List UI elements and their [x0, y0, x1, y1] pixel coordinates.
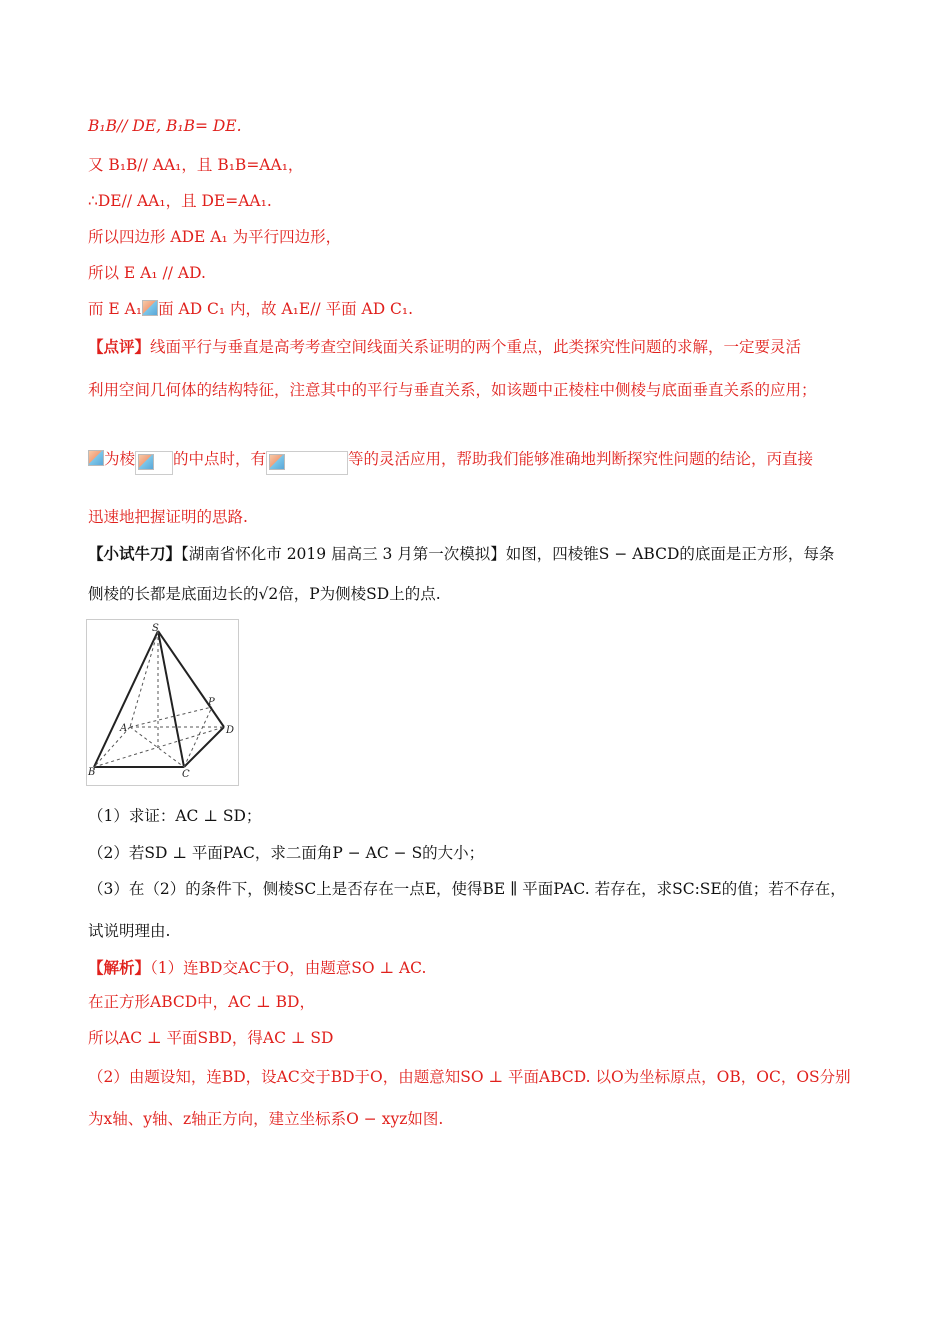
- solution-text: （1）连BD交AC于O，由题意SO ⊥ AC.: [150, 959, 427, 977]
- vertex-label-c: C: [182, 769, 190, 780]
- comment-l3-c: 等的灵活应用，帮助我们能够准确地判断探究性问题的结论，丙直接: [348, 450, 814, 468]
- broken-image-icon: [88, 450, 104, 466]
- broken-image-icon: [138, 454, 154, 470]
- broken-image-icon: [269, 454, 285, 470]
- proof-line-6-start: 而 E A₁: [88, 300, 143, 318]
- question-2: （2）若SD ⊥ 平面PAC，求二面角P − AC − S的大小；: [88, 844, 485, 862]
- comment-line-1: [88, 335, 801, 357]
- solution-line-3: 所以AC ⊥ 平面SBD，得AC ⊥ SD: [88, 1029, 334, 1047]
- solution-line-1: [88, 956, 426, 978]
- vertex-label-p: P: [208, 697, 215, 708]
- question-1: （1）求证：AC ⊥ SD；: [88, 807, 262, 825]
- vertex-label-s: S: [152, 623, 159, 634]
- image-box: [266, 451, 348, 475]
- proof-line-2: 又 B₁B// AA₁，且 B₁B=AA₁，: [88, 156, 304, 174]
- proof-line-4: 所以四边形 ADE A₁ 为平行四边形，: [88, 228, 342, 246]
- exercise-tag: 【小试牛刀】: [88, 544, 182, 563]
- solution-line-4: （2）由题设知，连BD，设AC交于BD于O，由题意知SO ⊥ 平面ABCD. 以O为坐标原点，OB，OC，OS分别: [88, 1068, 851, 1086]
- comment-text: 线面平行与垂直是高考考查空间线面关系证明的两个重点，此类探究性问题的求解，一定要灵活: [150, 338, 802, 356]
- exercise-header: [88, 542, 834, 564]
- proof-line-5: 所以 E A₁ // AD.: [88, 264, 206, 282]
- vertex-label-d: D: [226, 725, 235, 736]
- proof-line-3: ∴DE// AA₁，且 DE=AA₁.: [88, 192, 272, 210]
- exercise-text: 【湖南省怀化市 2019 届高三 3 月第一次模拟】如图，四棱锥S − ABCD的底面是正方形，每条: [181, 545, 835, 563]
- solution-tag: 【解析】: [88, 958, 151, 977]
- exercise-line-2: 侧棱的长都是底面边长的√2倍，P为侧棱SD上的点.: [88, 585, 441, 603]
- solution-line-2: 在正方形ABCD中，AC ⊥ BD，: [88, 993, 315, 1011]
- broken-image-icon: [142, 300, 158, 316]
- comment-line-2: 利用空间几何体的结构特征，注意其中的平行与垂直关系，如该题中正棱柱中侧棱与底面垂直关系的应用；: [88, 381, 817, 399]
- question-3-cont: 试说明理由.: [88, 922, 171, 940]
- comment-l3-b: 的中点时，有: [173, 450, 267, 468]
- proof-line-6: [88, 297, 413, 319]
- image-box: [135, 451, 173, 475]
- proof-line-6-end: 面 AD C₁ 内，故 A₁E// 平面 AD C₁.: [158, 300, 414, 318]
- comment-tag: 【点评】: [88, 337, 151, 356]
- comment-line-3: [88, 447, 813, 475]
- comment-l3-a: 为棱: [104, 450, 136, 468]
- question-3: （3）在（2）的条件下，侧棱SC上是否存在一点E，使得BE ∥ 平面PAC. 若存在，求SC:SE的值；若不存在，: [88, 880, 846, 898]
- vertex-label-b: B: [88, 767, 96, 778]
- proof-line-1: B₁B// DE, B₁B= DE.: [88, 117, 242, 135]
- comment-line-4: 迅速地把握证明的思路.: [88, 508, 248, 526]
- vertex-label-a: A: [120, 723, 128, 734]
- solution-line-5: 为x轴、y轴、z轴正方向，建立坐标系O − xyz如图.: [88, 1110, 444, 1128]
- pyramid-figure: [86, 619, 239, 786]
